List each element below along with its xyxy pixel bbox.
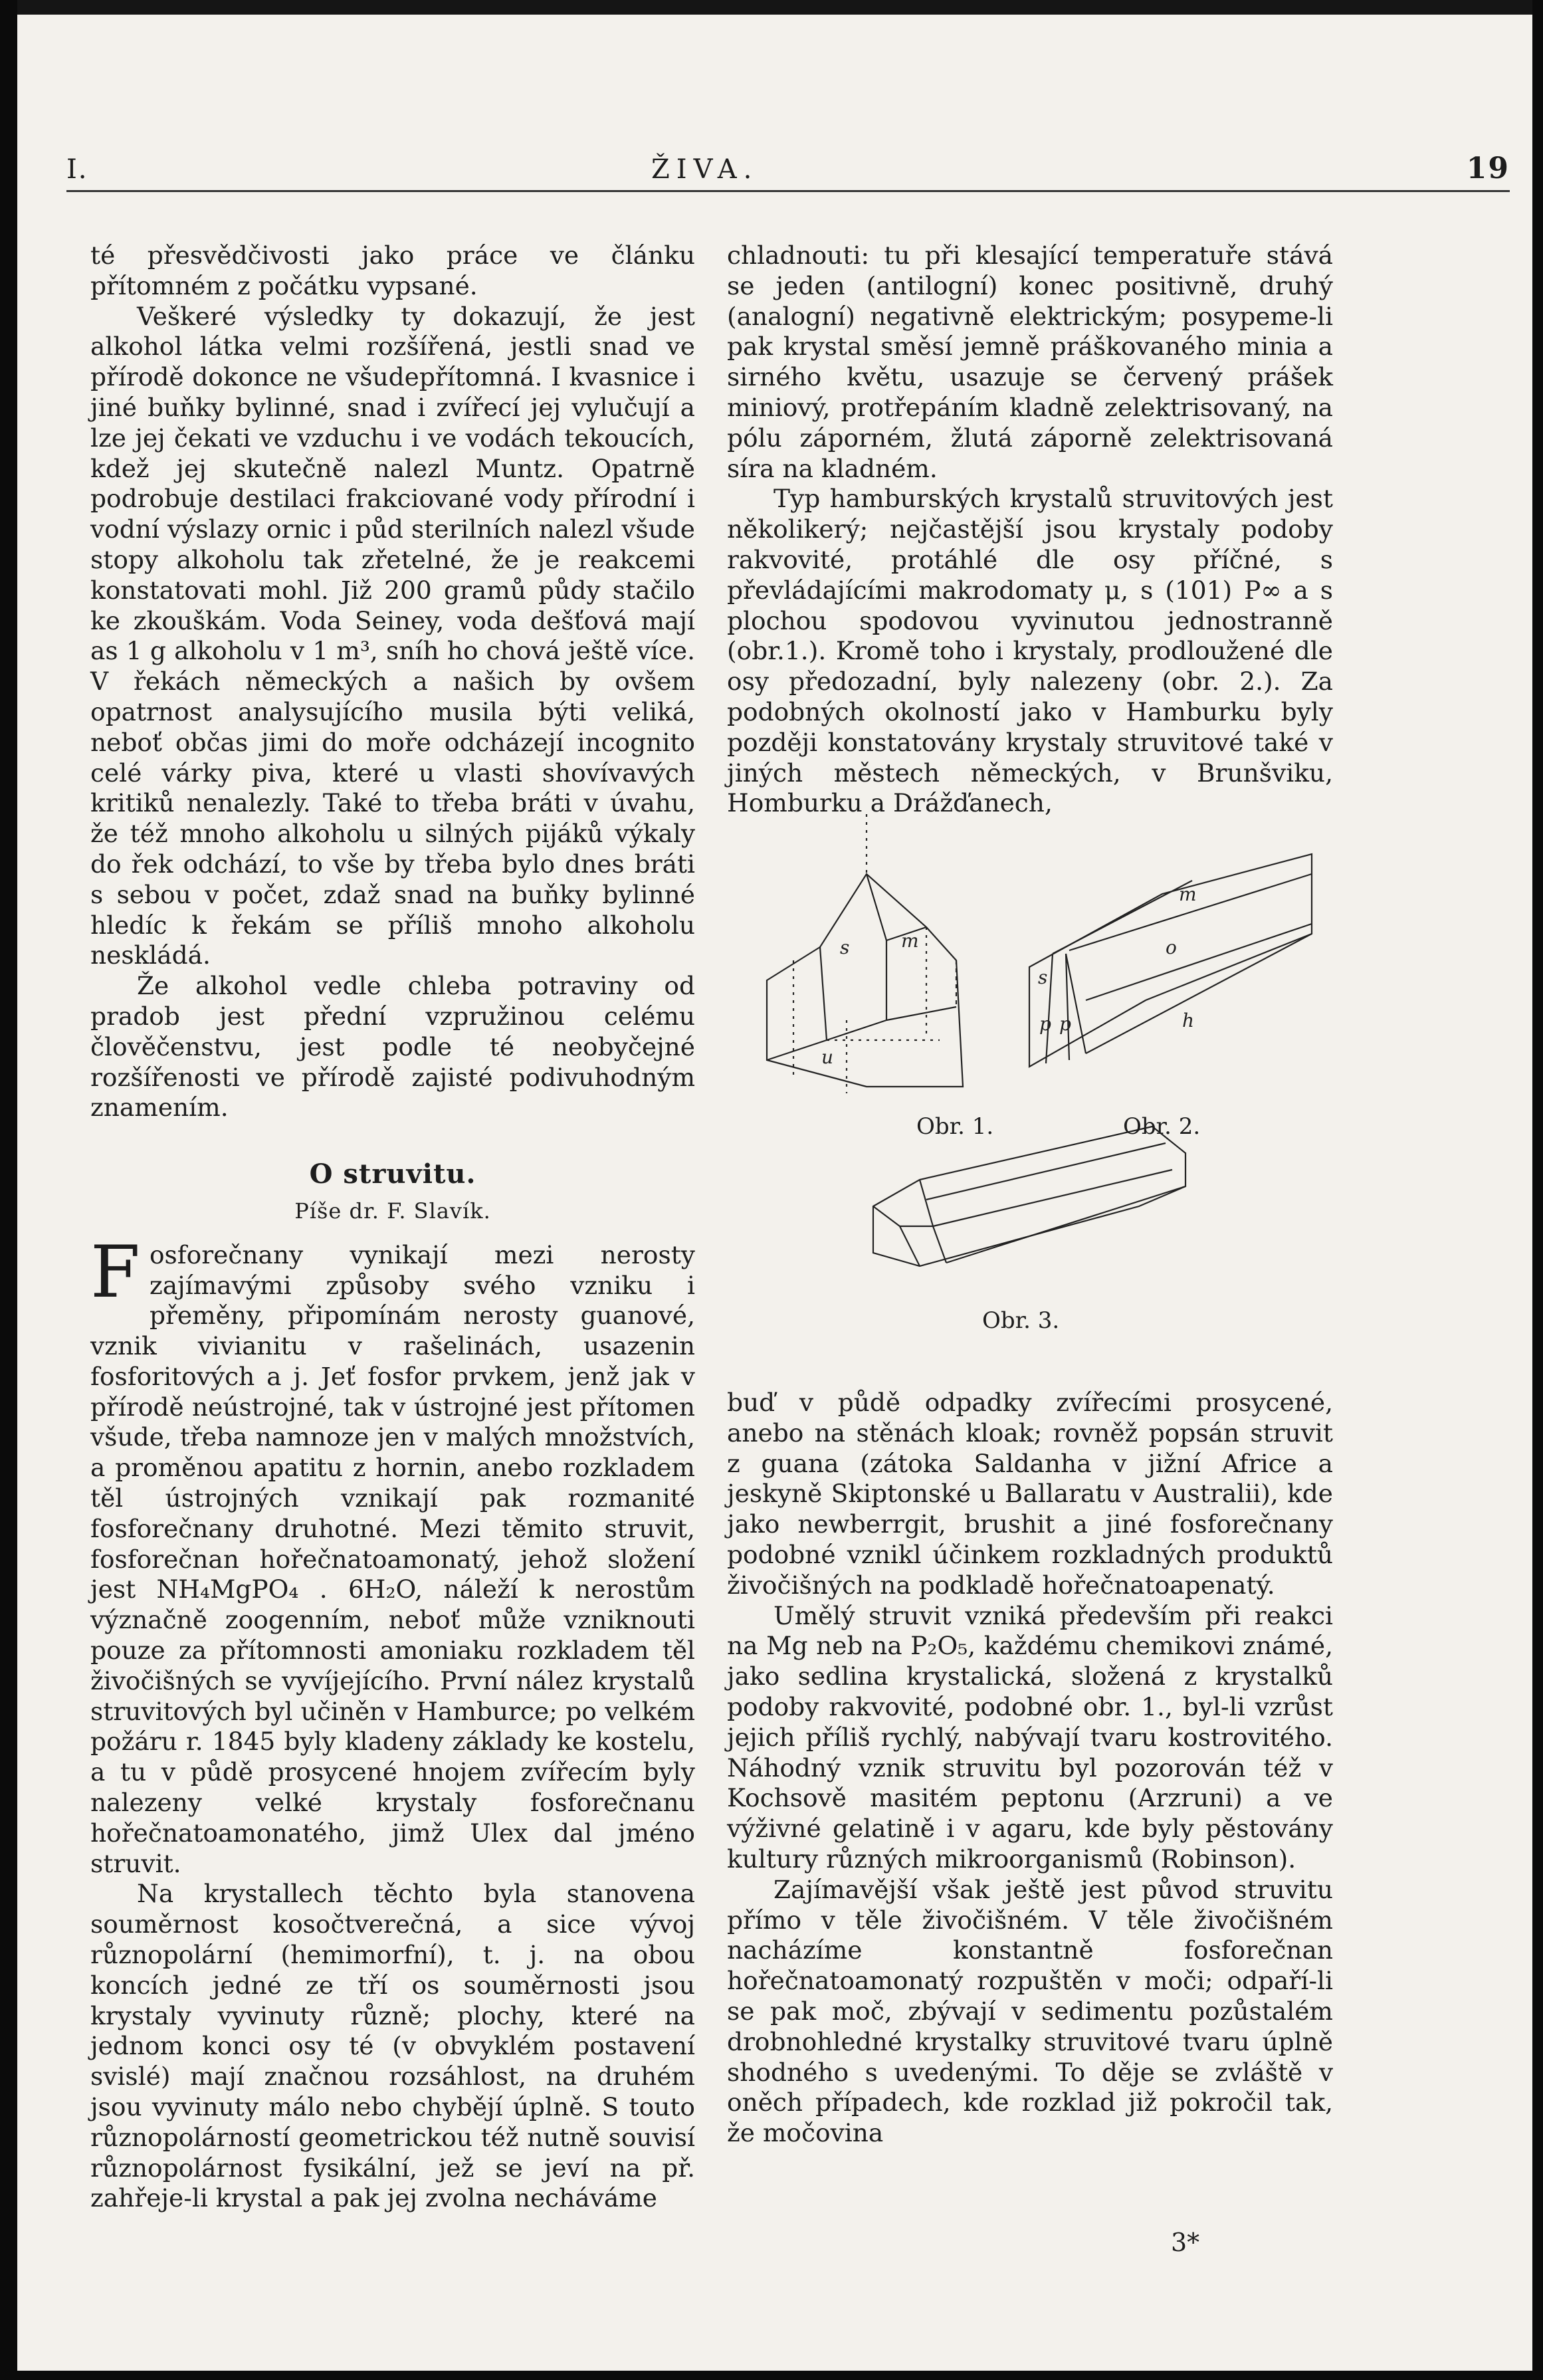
label-p: p bbox=[1059, 1013, 1071, 1035]
journal-title: ŽIVA. bbox=[651, 154, 759, 185]
figure-3-caption: Obr. 3. bbox=[982, 1307, 1060, 1334]
figure-2-crystal bbox=[1029, 854, 1312, 1067]
paragraph: chladnouti: tu při klesající temperatuře stává se jeden (antilogní) konec positivně, druhý (analogní) negativně elektrickým; posypeme-li pak krystal směsí jemně práškovaného minia a sirného květu, usazuje se červený prášek miniový, protřepáním kladně zelektrisovaný, na pólu záporném, žlutá záporně zelektrisovaná síra na kladném. bbox=[727, 241, 1333, 483]
paragraph-text: osforečnany vynikají mezi nerosty zajímavými způsoby svého vzniku i přeměny, připomínám nerosty guanové, vznik vivianitu v rašelinách, usazenin fosforitových a j. Jeť fosfor prvkem, jenž jak v přírodě neústrojné, tak v ústrojné jest přítomen všude, třeba namnoze jen v malých množstvích, a proměnou apatitu z hornin, anebo rozkladem těl ústrojných vznikají pak rozmanité fosforečnany druhotné. Mezi těmito struvit, fosforečnan hořečnatoamonatý, jehož složení jest NH₄MgPO₄ . 6H₂O, náleží k nerostům význačně zoogenním, neboť může vzniknouti pouze za přítomnosti amoniaku rozkladem těl živočišných se vyvíjejícího. První nález krystalů struvitových byl učiněn v Hamburce; po velkém požáru r. 1845 byly kladeny základy ke kostelu, a tu v půdě prosycené hnojem zvířecím byly nalezeny velké krystaly fosforečnanu hořečnatoamonatého, jimž Ulex dal jméno struvit. bbox=[90, 1240, 695, 1878]
right-column-bottom bbox=[727, 1388, 1333, 2149]
crystal-figures bbox=[727, 801, 1333, 1356]
volume-number: I. bbox=[66, 154, 88, 185]
paragraph: buď v půdě odpadky zvířecími prosycené, anebo na stěnách kloak; rovněž popsán struvit z guana (zátoka Saldanha v jižní Africe a jeskyně Skiptonské u Ballaratu v Australii), kde jako newberrgit, brushit a jiné fosforečnany podobné vznikl účinkem rozkladných produktů živočišných na podkladě hořečnatoapenatý. bbox=[727, 1388, 1333, 1600]
paragraph: té přesvědčivosti jako práce ve článku přítomném z počátku vypsané. bbox=[90, 241, 695, 300]
figure-2-caption: Obr. 2. bbox=[1123, 1113, 1201, 1140]
label-m: m bbox=[901, 930, 919, 952]
paragraph bbox=[90, 1230, 695, 1880]
label-o: o bbox=[1166, 936, 1177, 958]
figure-3-crystal bbox=[873, 1127, 1185, 1266]
page-number: 19 bbox=[1466, 152, 1510, 185]
label-p: p bbox=[1039, 1013, 1051, 1035]
paragraph: Umělý struvit vzniká především při reakci na Mg neb na P₂O₅, každému chemikovi známé, jako sedlina krystalická, složená z krystalků podoby rakvovité, podobné obr. 1., byl-li vzrůst jejich příliš rychlý, nabývají tvaru kostrovitého. Náhodný vznik struvitu byl pozorován též v Kochsově masitém peptonu (Arzruni) a ve výživné gelatině i v agaru, kde byly pěstovány kultury různých mikroorganismů (Robinson). bbox=[727, 1600, 1333, 1874]
figure-1-caption: Obr. 1. bbox=[916, 1113, 994, 1140]
scan-edge bbox=[17, 0, 1532, 15]
paragraph: Že alkohol vedle chleba potraviny od pradob jest přední vzpružinou celému člověčenstvu, jest podle té neobyčejné rozšířenosti ve přírodě zajisté podivuhodným znamením. bbox=[90, 971, 695, 1123]
left-column bbox=[90, 241, 695, 2214]
article-author: Píše dr. F. Slavík. bbox=[294, 1198, 491, 1224]
paragraph: Typ hamburských krystalů struvitových jest několikerý; nejčastější jsou krystaly podoby rakvovité, protáhlé dle osy příčné, s převládajícími makrodomaty μ, s (101) P∞ a s plochou spodovou vyvinutou jednostranně (obr.1.). Kromě toho i krystaly, prodloužené dle osy předozadní, byly nalezeny (obr. 2.). Za podobných okolností jako v Hamburku byly později konstatovány krystaly struvitové také v jiných městech německých, v Brunšviku, Homburku a Drážďanech, bbox=[727, 484, 1333, 818]
paragraph: Na krystallech těchto byla stanovena souměrnost kosočtverečná, a sice vývoj různopolární (hemimorfní), t. j. na obou koncích jedné ze tří os souměrnosti jsou krystaly vyvinuty různě; plochy, které na jednom konci osy té (v obvyklém postavení svislé) mají značnou rozsáhlost, na druhém jsou vyvinuty málo nebo chybějí úplně. S touto různopolárností geometrickou též nutně souvisí různopolárnost fysikální, jež se jeví na př. zahřeje-li krystal a pak jej zvolna necháváme bbox=[90, 1879, 695, 2213]
crystal-drawings bbox=[727, 801, 1333, 1356]
label-h: h bbox=[1182, 1010, 1195, 1031]
label-u: u bbox=[821, 1046, 834, 1068]
label-s: s bbox=[840, 936, 850, 958]
article-title: O struvitu. bbox=[309, 1158, 476, 1190]
right-column-top bbox=[727, 241, 1333, 819]
paragraph: Veškeré výsledky ty dokazují, že jest alkohol látka velmi rozšířená, jestli snad ve přírodě dokonce ne všudepřítomná. I kvasnice i jiné buňky bylinné, snad i zvířecí jej vylučují a lze jej čekati ve vzduchu i ve vodách tekoucích, kdež jej skutečně nalezl Muntz. Opatrně podrobuje destilaci frakciované vody přírodní i vodní výslazy ornic i půd sterilních nalezl všude stopy alkoholu tak zřetelné, že je reakcemi konstatovati mohl. Již 200 gramů půdy stačilo ke zkouškám. Voda Seiney, voda dešťová mají as 1 g alkoholu v 1 m³, sníh ho chová ještě více. V řekách německých a našich by ovšem opatrnost analysujícího musila býti veliká, neboť občas jimi do moře odcházejí incognito celé várky piva, které u vlasti shovívavých kritiků nenalezly. Také to třeba bráti v úvahu, že též mnoho alkoholu u silných pijáků výkaly do řek odchází, to vše by třeba bylo dnes bráti s sebou v počet, zdaž snad na buňky bylinné hledíc k řekám se příliš mnoho alkoholu neskládá. bbox=[90, 301, 695, 970]
label-s: s bbox=[1038, 966, 1048, 988]
drop-cap: F bbox=[90, 1230, 140, 1314]
label-m: m bbox=[1179, 883, 1197, 905]
signature-mark: 3* bbox=[1171, 2228, 1200, 2257]
figure-1-crystal bbox=[767, 814, 963, 1093]
paragraph: Zajímavější však ještě jest původ struvitu přímo v těle živočišném. V těle živočišném nacházíme konstantně fosforečnan hořečnatoamonatý rozpuštěn v moči; odpaří-li se pak moč, zbývají v sedimentu pozůstalém drobnohledné krystalky struvitové tvaru úplně shodného s uvedenými. To děje se zvláště v oněch případech, kde rozklad již pokročil tak, že močovina bbox=[727, 1874, 1333, 2148]
running-header bbox=[66, 146, 1510, 192]
